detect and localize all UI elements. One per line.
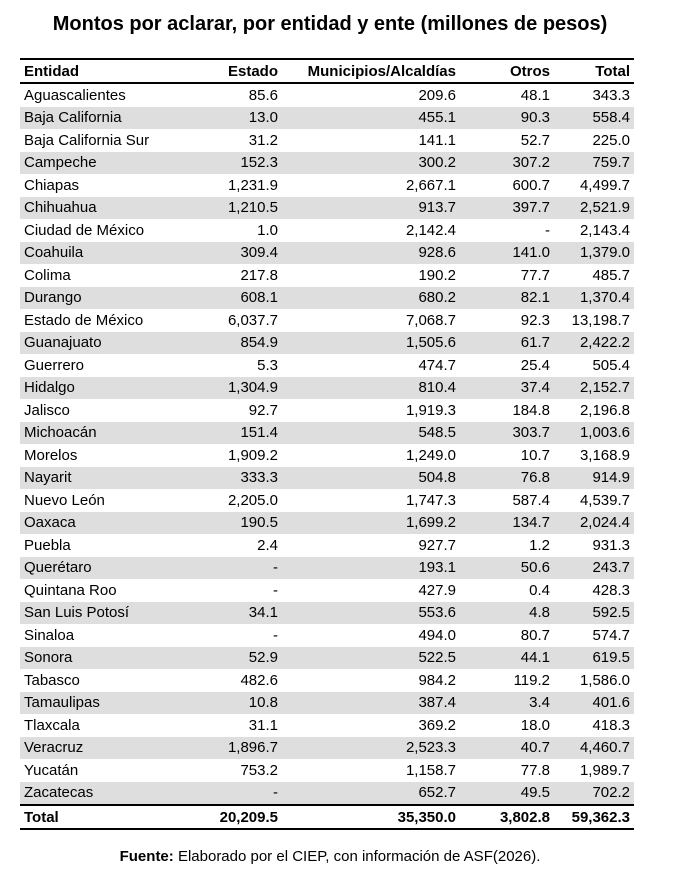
- cell-estado: 2.4: [257, 536, 278, 554]
- total-municipios: 35,350.0: [282, 805, 460, 829]
- cell-entidad: Aguascalientes: [24, 86, 126, 104]
- table-row: [20, 264, 634, 287]
- cell-total: 574.7: [592, 626, 630, 644]
- cell-estado: 31.2: [248, 131, 278, 149]
- cell-otros: 397.7: [460, 197, 554, 220]
- cell-total: 505.4: [592, 356, 630, 374]
- cell-total: 401.6: [554, 692, 634, 715]
- cell-municipios: 1,747.3: [405, 491, 456, 509]
- cell-estado: 52.9: [183, 647, 282, 670]
- cell-estado: 482.6: [240, 671, 278, 689]
- cell-municipios: 190.2: [418, 266, 456, 284]
- table-row: [20, 737, 634, 760]
- cell-total: 343.3: [592, 86, 630, 104]
- cell-total: 243.7: [554, 557, 634, 580]
- column-header-municipios: Municipios/Alcaldías: [282, 59, 460, 83]
- cell-estado: 854.9: [183, 332, 282, 355]
- cell-estado: 1,909.2: [227, 446, 278, 464]
- cell-estado: 608.1: [183, 287, 282, 310]
- table-row: [20, 242, 634, 265]
- cell-otros: 1.2: [529, 536, 550, 554]
- cell-entidad: Chiapas: [24, 176, 80, 194]
- cell-total: 485.7: [592, 266, 630, 284]
- cell-estado: 1,304.9: [183, 377, 282, 400]
- table-header-row: [20, 59, 634, 83]
- cell-estado: 333.3: [183, 467, 282, 490]
- cell-total: 13,198.7: [571, 311, 630, 329]
- cell-otros: 3.4: [460, 692, 554, 715]
- table-row: [20, 759, 634, 782]
- cell-otros: 600.7: [512, 176, 550, 194]
- cell-entidad: Yucatán: [24, 761, 79, 779]
- total-total: 59,362.3: [554, 805, 634, 829]
- cell-municipios: 984.2: [418, 671, 456, 689]
- cell-municipios: 652.7: [282, 782, 460, 806]
- cell-municipios: 141.1: [418, 131, 456, 149]
- cell-municipios: 1,699.2: [282, 512, 460, 535]
- table-row: [20, 512, 634, 535]
- cell-entidad: Chihuahua: [20, 197, 183, 220]
- cell-entidad: Puebla: [24, 536, 71, 554]
- table-row: [20, 129, 634, 152]
- table-row: [20, 107, 634, 130]
- cell-estado: 151.4: [183, 422, 282, 445]
- cell-municipios: 427.9: [418, 581, 456, 599]
- cell-total: 2,422.2: [554, 332, 634, 355]
- cell-municipios: 553.6: [282, 602, 460, 625]
- cell-municipios: 504.8: [282, 467, 460, 490]
- cell-municipios: 387.4: [282, 692, 460, 715]
- cell-otros: 90.3: [460, 107, 554, 130]
- column-header-entidad: Entidad: [20, 59, 183, 83]
- cell-total: 592.5: [554, 602, 634, 625]
- table-row: [20, 152, 634, 175]
- cell-municipios: 1,249.0: [405, 446, 456, 464]
- total-estado: 20,209.5: [183, 805, 282, 829]
- cell-estado: 31.1: [248, 716, 278, 734]
- cell-municipios: 913.7: [282, 197, 460, 220]
- cell-total: 4,539.7: [579, 491, 630, 509]
- cell-otros: 119.2: [513, 671, 550, 689]
- cell-municipios: 928.6: [282, 242, 460, 265]
- table-row: [20, 287, 634, 310]
- table-row: [20, 83, 634, 107]
- cell-estado: 1,210.5: [183, 197, 282, 220]
- cell-municipios: 494.0: [418, 626, 456, 644]
- table-row: [20, 467, 634, 490]
- cell-estado: -: [183, 782, 282, 806]
- total-label: Total: [20, 805, 183, 829]
- table-row: [20, 174, 634, 197]
- cell-entidad: Sonora: [20, 647, 183, 670]
- cell-estado: -: [273, 626, 278, 644]
- cell-entidad: Oaxaca: [20, 512, 183, 535]
- cell-total: 702.2: [554, 782, 634, 806]
- cell-otros: 77.7: [520, 266, 550, 284]
- cell-otros: 76.8: [460, 467, 554, 490]
- cell-entidad: Baja California: [20, 107, 183, 130]
- cell-total: 2,143.4: [579, 221, 630, 239]
- cell-municipios: 300.2: [282, 152, 460, 175]
- cell-municipios: 522.5: [282, 647, 460, 670]
- table-row: [20, 714, 634, 737]
- cell-otros: 77.8: [520, 761, 550, 779]
- cell-entidad: Tlaxcala: [24, 716, 80, 734]
- cell-entidad: Durango: [20, 287, 183, 310]
- table-row: [20, 309, 634, 332]
- cell-entidad: Sinaloa: [24, 626, 75, 644]
- cell-total: 1,370.4: [554, 287, 634, 310]
- cell-municipios: 209.6: [418, 86, 456, 104]
- cell-municipios: 927.7: [418, 536, 456, 554]
- cell-estado: 92.7: [248, 401, 278, 419]
- cell-estado: -: [273, 581, 278, 599]
- cell-entidad: Jalisco: [24, 401, 70, 419]
- cell-municipios: 369.2: [418, 716, 456, 734]
- cell-entidad: Colima: [24, 266, 71, 284]
- cell-estado: -: [183, 557, 282, 580]
- cell-otros: 18.0: [520, 716, 550, 734]
- cell-entidad: Morelos: [24, 446, 78, 464]
- cell-total: 4,499.7: [579, 176, 630, 194]
- cell-municipios: 2,667.1: [405, 176, 456, 194]
- cell-total: 2,521.9: [554, 197, 634, 220]
- cell-total: 558.4: [554, 107, 634, 130]
- cell-estado: 2,205.0: [227, 491, 278, 509]
- cell-estado: 217.8: [240, 266, 278, 284]
- cell-total: 3,168.9: [579, 446, 630, 464]
- cell-otros: 10.7: [520, 446, 550, 464]
- cell-otros: -: [545, 221, 550, 239]
- cell-total: 2,152.7: [554, 377, 634, 400]
- cell-total: 1,989.7: [579, 761, 630, 779]
- cell-entidad: Nayarit: [20, 467, 183, 490]
- column-header-otros: Otros: [460, 59, 554, 83]
- table-total-row: [20, 805, 634, 829]
- cell-otros: 141.0: [460, 242, 554, 265]
- source-text: Elaborado por el CIEP, con información de ASF(2026).: [173, 848, 541, 865]
- cell-otros: 61.7: [460, 332, 554, 355]
- cell-municipios: 2,523.3: [282, 737, 460, 760]
- cell-entidad: Nuevo León: [24, 491, 105, 509]
- cell-otros: 92.3: [520, 311, 550, 329]
- cell-otros: 40.7: [460, 737, 554, 760]
- cell-entidad: Tabasco: [24, 671, 80, 689]
- cell-estado: 1,896.7: [183, 737, 282, 760]
- table-row: [20, 692, 634, 715]
- cell-otros: 25.4: [520, 356, 550, 374]
- cell-municipios: 810.4: [282, 377, 460, 400]
- table-row: [20, 624, 634, 647]
- cell-estado: 10.8: [183, 692, 282, 715]
- cell-otros: 48.1: [520, 86, 550, 104]
- cell-municipios: 1,158.7: [405, 761, 456, 779]
- table-row: [20, 557, 634, 580]
- table-row: [20, 399, 634, 422]
- table-row: [20, 579, 634, 602]
- cell-entidad: Tamaulipas: [20, 692, 183, 715]
- cell-estado: 753.2: [240, 761, 278, 779]
- column-header-total: Total: [554, 59, 634, 83]
- cell-otros: 80.7: [520, 626, 550, 644]
- table-row: [20, 669, 634, 692]
- cell-municipios: 2,142.4: [405, 221, 456, 239]
- cell-municipios: 1,505.6: [282, 332, 460, 355]
- table-row: [20, 534, 634, 557]
- total-otros: 3,802.8: [460, 805, 554, 829]
- cell-total: 2,196.8: [579, 401, 630, 419]
- cell-total: 619.5: [554, 647, 634, 670]
- source-note: [0, 848, 660, 865]
- cell-municipios: 680.2: [282, 287, 460, 310]
- cell-entidad: Guerrero: [24, 356, 85, 374]
- cell-municipios: 455.1: [282, 107, 460, 130]
- cell-otros: 37.4: [460, 377, 554, 400]
- cell-otros: 587.4: [512, 491, 550, 509]
- cell-otros: 50.6: [460, 557, 554, 580]
- cell-estado: 34.1: [183, 602, 282, 625]
- table-row: [20, 489, 634, 512]
- cell-total: 225.0: [592, 131, 630, 149]
- cell-total: 418.3: [592, 716, 630, 734]
- cell-total: 914.9: [554, 467, 634, 490]
- amounts-table: [20, 58, 634, 830]
- cell-estado: 13.0: [183, 107, 282, 130]
- cell-estado: 1,231.9: [227, 176, 278, 194]
- source-label: Fuente:: [119, 848, 174, 865]
- table-row: [20, 377, 634, 400]
- table-row: [20, 219, 634, 242]
- cell-municipios: 474.7: [418, 356, 456, 374]
- cell-otros: 307.2: [460, 152, 554, 175]
- table-row: [20, 422, 634, 445]
- cell-total: 428.3: [592, 581, 630, 599]
- cell-entidad: Querétaro: [20, 557, 183, 580]
- cell-otros: 303.7: [460, 422, 554, 445]
- page-title: Montos por aclarar, por entidad y ente (millones de pesos): [52, 13, 608, 35]
- cell-estado: 85.6: [248, 86, 278, 104]
- cell-otros: 4.8: [460, 602, 554, 625]
- cell-total: 759.7: [554, 152, 634, 175]
- column-header-estado: Estado: [183, 59, 282, 83]
- table-row: [20, 332, 634, 355]
- cell-entidad: Estado de México: [24, 311, 144, 329]
- table-row: [20, 354, 634, 377]
- cell-entidad: Coahuila: [20, 242, 183, 265]
- cell-entidad: Zacatecas: [20, 782, 183, 806]
- cell-otros: 52.7: [520, 131, 550, 149]
- table-row: [20, 197, 634, 220]
- table-row: [20, 602, 634, 625]
- cell-entidad: Guanajuato: [20, 332, 183, 355]
- cell-total: 1,003.6: [554, 422, 634, 445]
- cell-otros: 44.1: [460, 647, 554, 670]
- table-row: [20, 782, 634, 806]
- cell-total: 4,460.7: [554, 737, 634, 760]
- cell-municipios: 548.5: [282, 422, 460, 445]
- cell-entidad: Baja California Sur: [24, 131, 150, 149]
- cell-total: 2,024.4: [554, 512, 634, 535]
- cell-entidad: Quintana Roo: [24, 581, 117, 599]
- cell-total: 1,586.0: [579, 671, 630, 689]
- cell-entidad: San Luis Potosí: [20, 602, 183, 625]
- cell-estado: 1.0: [257, 221, 278, 239]
- cell-total: 1,379.0: [554, 242, 634, 265]
- cell-total: 931.3: [592, 536, 630, 554]
- cell-entidad: Campeche: [20, 152, 183, 175]
- cell-entidad: Ciudad de México: [24, 221, 145, 239]
- cell-municipios: 7,068.7: [405, 311, 456, 329]
- cell-otros: 0.4: [529, 581, 550, 599]
- cell-otros: 184.8: [512, 401, 550, 419]
- cell-municipios: 1,919.3: [405, 401, 456, 419]
- cell-entidad: Hidalgo: [20, 377, 183, 400]
- table-row: [20, 647, 634, 670]
- table-row: [20, 444, 634, 467]
- table-body: [20, 83, 634, 805]
- cell-estado: 152.3: [183, 152, 282, 175]
- cell-estado: 309.4: [183, 242, 282, 265]
- cell-entidad: Michoacán: [20, 422, 183, 445]
- cell-otros: 82.1: [460, 287, 554, 310]
- cell-estado: 6,037.7: [227, 311, 278, 329]
- cell-entidad: Veracruz: [20, 737, 183, 760]
- cell-otros: 49.5: [460, 782, 554, 806]
- cell-otros: 134.7: [460, 512, 554, 535]
- cell-municipios: 193.1: [282, 557, 460, 580]
- cell-estado: 5.3: [257, 356, 278, 374]
- cell-estado: 190.5: [183, 512, 282, 535]
